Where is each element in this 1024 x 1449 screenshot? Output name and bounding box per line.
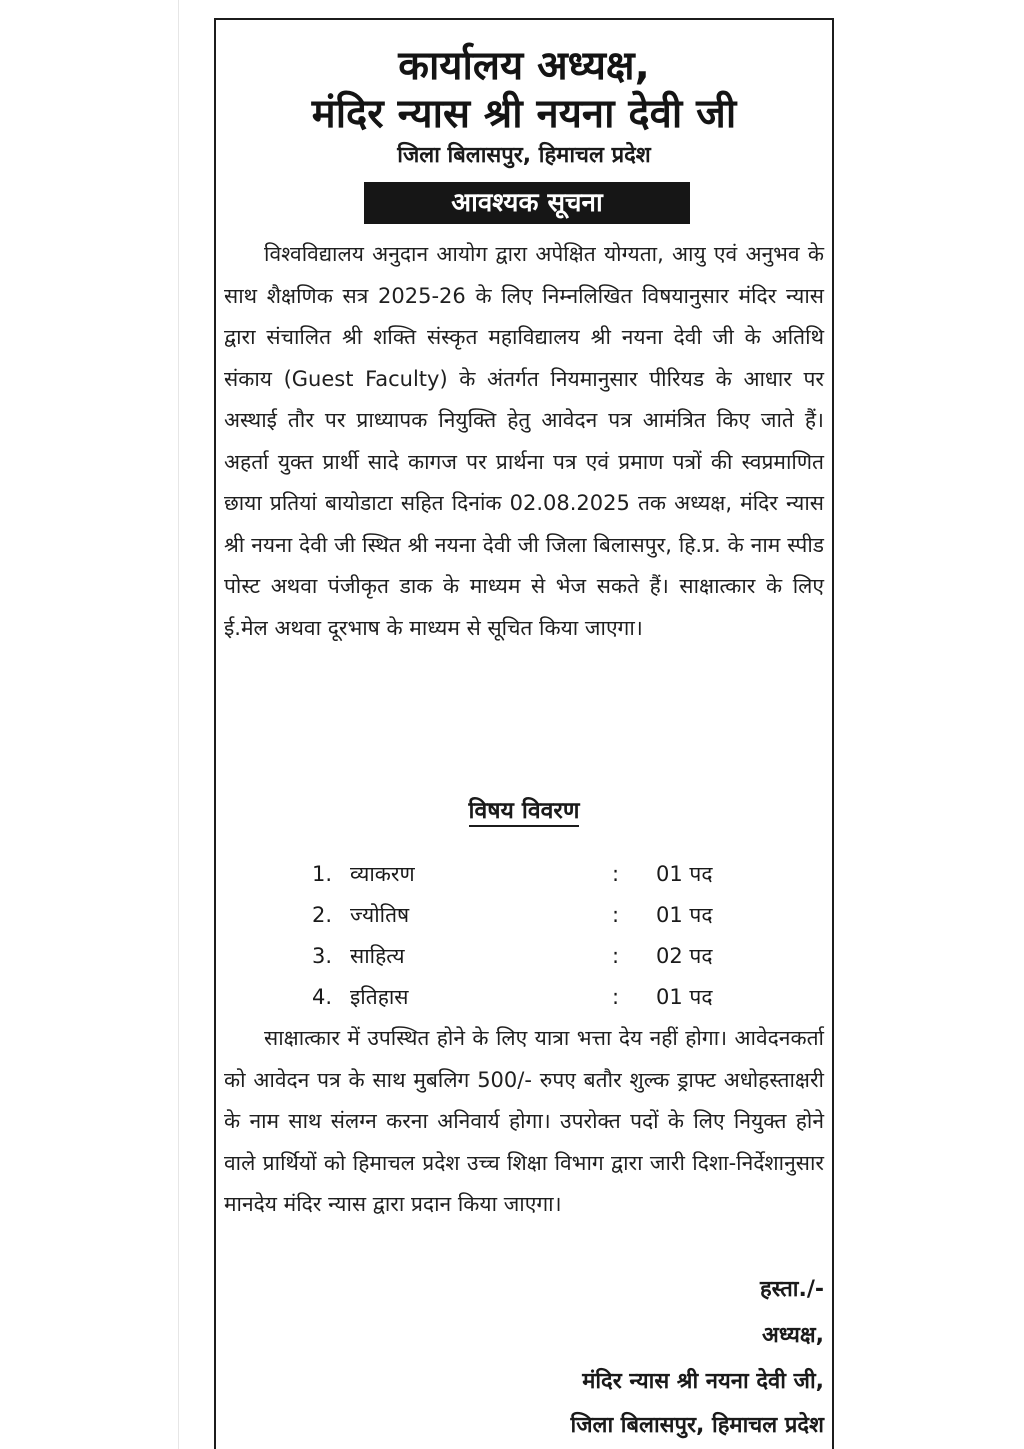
subject-posts: 01 पद xyxy=(656,903,713,927)
subject-separator: : xyxy=(612,985,620,1009)
subject-row xyxy=(216,897,832,933)
signature-trust: मंदिर न्यास श्री नयना देवी जी, xyxy=(582,1369,824,1394)
signature-designation: अध्यक्ष, xyxy=(762,1323,824,1348)
subject-posts: 01 पद xyxy=(656,862,713,886)
signature-signed: हस्ता./- xyxy=(759,1277,824,1302)
trust-heading: मंदिर न्यास श्री नयना देवी जी xyxy=(311,91,737,137)
subject-heading xyxy=(216,796,832,826)
subject-number: 4. xyxy=(311,985,332,1009)
subject-posts: 01 पद xyxy=(656,985,713,1009)
subject-name: इतिहास xyxy=(350,985,409,1009)
page-edge-line xyxy=(178,0,179,1449)
signature-district: जिला बिलासपुर, हिमाचल प्रदेश xyxy=(570,1413,824,1438)
subject-number: 1. xyxy=(311,862,332,886)
office-heading: कार्यालय अध्यक्ष, xyxy=(398,43,650,89)
subject-separator: : xyxy=(612,862,620,886)
subject-row xyxy=(216,938,832,974)
subject-name: व्याकरण xyxy=(350,862,415,886)
subject-separator: : xyxy=(612,944,620,968)
subject-heading-text: विषय विवरण xyxy=(469,798,580,827)
subject-name: ज्योतिष xyxy=(350,903,410,927)
location-heading: जिला बिलासपुर, हिमाचल प्रदेश xyxy=(397,143,651,168)
subject-number: 2. xyxy=(311,903,332,927)
subject-number: 3. xyxy=(311,944,332,968)
notice-paragraph-2: साक्षात्कार में उपस्थित होने के लिए यात्रा भत्ता देय नहीं होगा। आवेदनकर्ता को आवेदन पत्र के साथ मुबलिग 500/- रुपए बतौर शुल्क ड्राफ्ट अधोहस्ताक्षरी के नाम साथ संलग्न करना अनिवार्य होगा। उपरोक्त पदों के लिए नियुक्त होने वाले प्रार्थियों को हिमाचल प्रदेश उच्च शिक्षा विभाग द्वारा जारी दिशा-निर्देशानुसार मानदेय मंदिर न्यास द्वारा प्रदान किया जाएगा। xyxy=(224,1026,824,1216)
notice-paragraph-1: विश्वविद्यालय अनुदान आयोग द्वारा अपेक्षित योग्यता, आयु एवं अनुभव के साथ शैक्षणिक सत्र 2025-26 के लिए निम्नलिखित विषयानुसार मंदिर न्यास द्वारा संचालित श्री शक्ति संस्कृत महाविद्यालय श्री नयना देवी जी के अतिथि संकाय (Guest Faculty) के अंतर्गत नियमानुसार पीरियड के आधार पर अस्थाई तौर पर प्राध्यापक नियुक्ति हेतु आवेदन पत्र आमंत्रित किए जाते हैं। अहर्ता युक्त प्रार्थी सादे कागज पर प्रार्थना पत्र एवं प्रमाण पत्रों की स्वप्रमाणित छाया प्रतियां बायोडाटा सहित दिनांक 02.08.2025 तक अध्यक्ष, मंदिर न्यास श्री नयना देवी जी स्थित श्री नयना देवी जी जिला बिलासपुर, हि.प्र. के नाम स्पीड पोस्ट अथवा पंजीकृत डाक के माध्यम से भेज सकते हैं। साक्षात्कार के लिए ई.मेल अथवा दूरभाष के माध्यम से सूचित किया जाएगा। xyxy=(224,242,824,640)
subject-row xyxy=(216,856,832,892)
subject-row xyxy=(216,979,832,1015)
notice-frame xyxy=(214,18,834,1449)
subject-separator: : xyxy=(612,903,620,927)
notice-title: आवश्यक सूचना xyxy=(364,182,690,224)
subject-name: साहित्य xyxy=(350,944,405,968)
subject-posts: 02 पद xyxy=(656,944,713,968)
